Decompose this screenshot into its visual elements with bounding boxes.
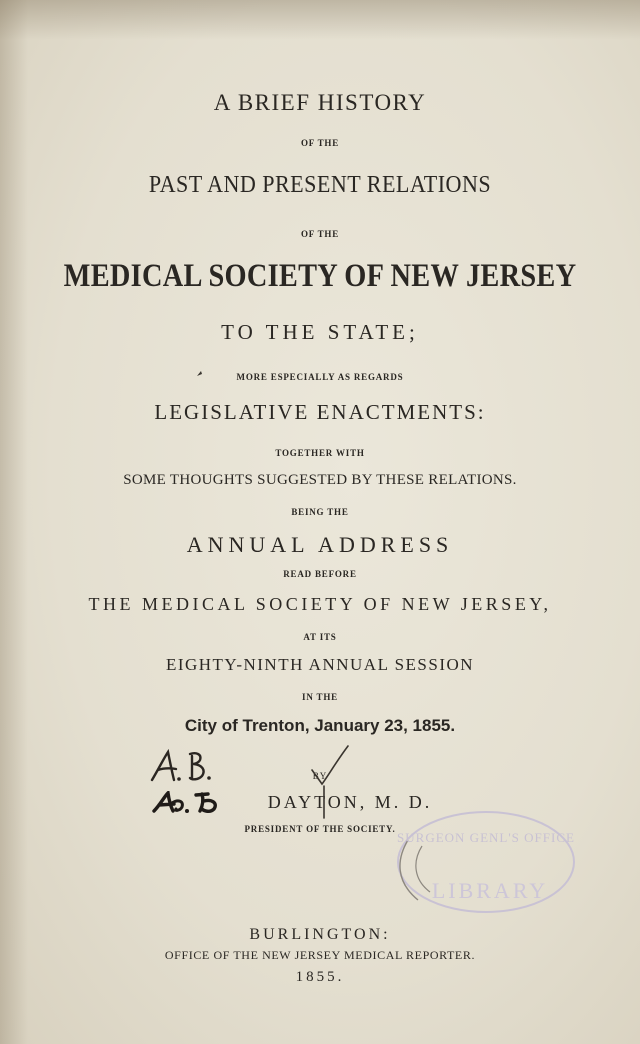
connector-at-its: AT ITS bbox=[303, 632, 337, 642]
library-stamp-image bbox=[378, 800, 588, 930]
connector-read-before: READ BEFORE bbox=[283, 569, 357, 579]
page-shadow-top bbox=[0, 0, 640, 40]
svg-text:SURGEON GENL'S OFFICE: SURGEON GENL'S OFFICE bbox=[397, 830, 575, 845]
connector-more-especially: MORE ESPECIALLY AS REGARDS bbox=[236, 372, 404, 382]
city-date-line: City of Trenton, January 23, 1855. bbox=[184, 716, 456, 735]
pencil-check-mark bbox=[298, 744, 358, 824]
connector-of-the-1: OF THE bbox=[300, 138, 340, 148]
author-name: DAYTON, M. D. bbox=[267, 792, 433, 812]
paper-speck bbox=[196, 370, 204, 378]
title-line-session: EIGHTY-NINTH ANNUAL SESSION bbox=[165, 655, 475, 674]
connector-together-with: TOGETHER WITH bbox=[275, 448, 365, 458]
title-line-brief-history: A BRIEF HISTORY bbox=[213, 90, 427, 115]
title-line-society: THE MEDICAL SOCIETY OF NEW JERSEY, bbox=[88, 594, 552, 614]
connector-being-the: BEING THE bbox=[291, 507, 349, 517]
page-shadow-left bbox=[0, 0, 28, 1044]
by-line: BY bbox=[312, 771, 328, 781]
title-line-medical-society: MEDICAL SOCIETY OF NEW JERSEY bbox=[63, 258, 577, 294]
connector-in-the: IN THE bbox=[302, 692, 338, 702]
title-line-annual-address: ANNUAL ADDRESS bbox=[186, 532, 454, 557]
imprint-place: BURLINGTON: bbox=[249, 926, 391, 943]
subtitle-thoughts: SOME THOUGHTS SUGGESTED BY THESE RELATIONS. bbox=[123, 472, 517, 488]
connector-of-the-2: OF THE bbox=[300, 229, 340, 239]
title-line-to-the-state: TO THE STATE; bbox=[221, 320, 419, 344]
imprint-year: 1855. bbox=[295, 969, 345, 985]
title-line-relations: PAST AND PRESENT RELATIONS bbox=[148, 172, 492, 198]
imprint-office: OFFICE OF THE NEW JERSEY MEDICAL REPORTER. bbox=[164, 948, 476, 962]
svg-text:LIBRARY: LIBRARY bbox=[431, 878, 549, 903]
handwritten-initials-image bbox=[148, 748, 218, 784]
author-title: PRESIDENT OF THE SOCIETY. bbox=[244, 824, 396, 834]
stamped-initials-image bbox=[152, 791, 224, 815]
title-line-legislative: LEGISLATIVE ENACTMENTS: bbox=[154, 400, 486, 424]
